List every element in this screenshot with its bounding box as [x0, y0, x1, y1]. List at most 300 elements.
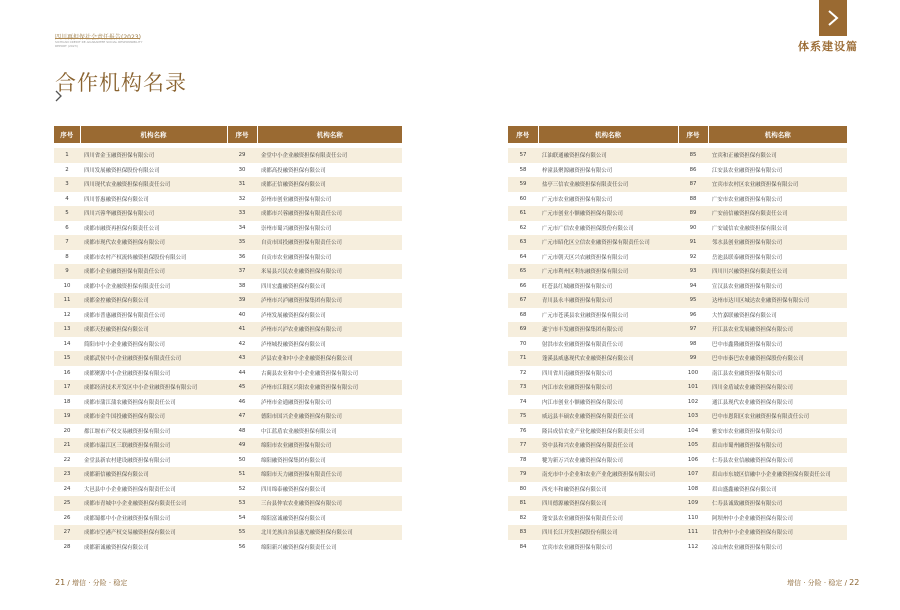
row-number: 60: [519, 195, 527, 202]
row-number: 57: [508, 148, 538, 163]
row-number: 101: [678, 380, 708, 395]
institution-name: 达州市达川区城达农业融资担保有限公司: [708, 293, 847, 308]
table-row: [508, 409, 847, 424]
column-header-name: 机构名称: [708, 126, 847, 143]
table-row: [508, 206, 847, 221]
row-number: 46: [238, 398, 246, 405]
institution-name: 绵阳市农业融资担保有限公司: [257, 438, 402, 453]
institution-name: 通江县现代农业融资担保有限公司: [712, 399, 793, 406]
institution-name: 仁寿县诚致融资担保有限公司: [708, 496, 847, 511]
row-number: 39: [227, 293, 257, 308]
institution-name: 金堂中小企业融资担保有限责任公司: [257, 148, 402, 163]
chevron-right-icon: [55, 90, 63, 102]
institution-name: 绵阳新兴融资担保有限责任公司: [261, 544, 337, 551]
row-number: 41: [227, 322, 257, 337]
table-row: [54, 192, 402, 207]
institution-name: 中江蓝盾农业融资担保有限公司: [261, 428, 337, 435]
row-number: 80: [519, 485, 527, 492]
table-row: [54, 395, 402, 410]
column-header-name: 机构名称: [257, 126, 402, 143]
institution-name: 四川宏鑫融资担保有限公司: [261, 283, 326, 290]
institution-name: 四川兴蓉华融资担保有限公司: [80, 206, 227, 221]
row-number: 103: [678, 409, 708, 424]
row-number: 25: [54, 496, 80, 511]
row-number: 28: [63, 543, 71, 550]
row-number: 96: [689, 311, 697, 318]
row-number: 77: [508, 438, 538, 453]
row-number: 9: [54, 264, 80, 279]
institution-name: 成都市兴蓉融资担保有限责任公司: [257, 206, 402, 221]
row-number: 43: [227, 351, 257, 366]
row-number: 48: [238, 427, 246, 434]
row-number: 11: [54, 293, 80, 308]
table-row: [508, 221, 847, 236]
institution-name: 成都金控融资担保有限公司: [80, 293, 227, 308]
row-number: 94: [689, 282, 697, 289]
table-row: [508, 540, 847, 555]
table-row: [54, 525, 402, 540]
institution-name: 仁寿县农业信融融资担保有限公司: [712, 457, 793, 464]
institution-name: 盐亭三信农业融资担保有限责任公司: [538, 177, 678, 192]
row-number: 102: [687, 398, 699, 405]
institution-name: 成都经济技术开发区中小企业融资担保有限公司: [80, 380, 227, 395]
row-number: 13: [54, 322, 80, 337]
institution-name: 成都市现代农业融资担保有限公司: [80, 235, 227, 250]
institution-name: 巴中市恩阳区农业融资担保有限责任公司: [708, 409, 847, 424]
institution-name: 广元市苍溪县农业融资担保有限公司: [542, 312, 629, 319]
table-row: [54, 163, 402, 178]
institution-name: 广元市广信农业融资担保股份有限公司: [542, 225, 634, 232]
institution-name: 崇州市蜀兴融资担保有限公司: [261, 225, 332, 232]
row-number: 100: [687, 369, 699, 376]
institution-name: 射洪市农业融资担保有限责任公司: [542, 341, 623, 348]
table-row: [54, 206, 402, 221]
institution-name: 成都正信融资担保有限公司: [257, 177, 402, 192]
row-number: 29: [227, 148, 257, 163]
institution-name: 巴中市秦巴农业融资担保股份有限公司: [708, 351, 847, 366]
institution-name: 隆昌成信农业产业化融资担保有限责任公司: [542, 428, 645, 435]
institution-name: 岳池县联泰融资担保有限公司: [712, 254, 783, 261]
institution-name: 眉山盛鑫融资担保有限公司: [712, 486, 777, 493]
row-number: 23: [54, 467, 80, 482]
institution-name: 成都市温江区三联融资担保有限公司: [80, 438, 227, 453]
row-number: 95: [678, 293, 708, 308]
institution-name: 泸州发展融资担保有限公司: [261, 312, 326, 319]
row-number: 83: [508, 525, 538, 540]
row-number: 59: [508, 177, 538, 192]
footer-right: 增信 · 分险 · 稳定 / 22: [787, 578, 860, 587]
row-number: 31: [227, 177, 257, 192]
institution-name: 泸州市江阳区兴阳农业融资担保有限公司: [257, 380, 402, 395]
institution-name: 四川川兴融资担保有限责任公司: [708, 264, 847, 279]
row-number: 53: [227, 496, 257, 511]
row-number: 3: [54, 177, 80, 192]
institution-name: 西充丰和融资担保有限公司: [542, 486, 607, 493]
table-row: [54, 424, 402, 439]
table-row: [54, 279, 402, 294]
institution-name: 米易县兴民农业融资担保有限公司: [257, 264, 402, 279]
table-row: [508, 177, 847, 192]
row-number: 47: [227, 409, 257, 424]
row-number: 61: [508, 206, 538, 221]
row-number: 70: [519, 340, 527, 347]
institution-name: 凉山州农业融资担保有限公司: [712, 544, 783, 551]
institution-name: 大邑县中小企业融资担保有限责任公司: [84, 486, 176, 493]
table-row: [54, 366, 402, 381]
row-number: 34: [238, 224, 246, 231]
institution-name: 泸州城投融资担保有限公司: [261, 341, 326, 348]
column-header-name: 机构名称: [80, 126, 227, 143]
table-row: [508, 322, 847, 337]
column-header-no: 序号: [227, 126, 257, 143]
header-divider: [55, 38, 140, 39]
row-number: 106: [687, 456, 699, 463]
row-number: 44: [238, 369, 246, 376]
institution-name: 雅安市农业融资担保有限公司: [712, 428, 783, 435]
institution-name: 泸县农业和中小企业融资担保有限公司: [257, 351, 402, 366]
institution-name: 成都市融资再担保有限责任公司: [84, 225, 160, 232]
row-number: 14: [63, 340, 71, 347]
table-row: [54, 482, 402, 497]
row-number: 91: [678, 235, 708, 250]
table-row: [508, 337, 847, 352]
row-number: 4: [65, 195, 69, 202]
institution-name: 绵阳融资担保集团有限公司: [261, 457, 326, 464]
row-number: 40: [238, 311, 246, 318]
institution-name: 绵阳市天力融资担保有限责任公司: [257, 467, 402, 482]
institution-name: 蓬溪县威惠现代农业融资担保有限公司: [538, 351, 678, 366]
table-row: [508, 163, 847, 178]
row-number: 19: [54, 409, 80, 424]
institution-name: 泸州市金通融资担保有限公司: [261, 399, 332, 406]
institution-name: 四川省川南融资担保有限公司: [542, 370, 613, 377]
row-number: 52: [238, 485, 246, 492]
row-number: 112: [687, 543, 699, 550]
institution-name: 四川绵泰融资担保有限公司: [261, 486, 326, 493]
report-subtitle: SICHUAN CREDIT RE-GUARANTEE SOCIAL RESPONSIBILITY REPORT (2023): [55, 40, 143, 48]
institution-table-right: [508, 126, 847, 554]
row-number: 84: [519, 543, 527, 550]
column-header-no: 序号: [54, 126, 80, 143]
institution-name: 广安诚信农业融资担保有限公司: [712, 225, 788, 232]
row-number: 104: [687, 427, 699, 434]
row-number: 93: [678, 264, 708, 279]
table-row: [54, 380, 402, 395]
table-row: [508, 250, 847, 265]
table-row: [508, 308, 847, 323]
row-number: 38: [238, 282, 246, 289]
institution-name: 梓潼县聚源融资担保有限公司: [542, 167, 613, 174]
row-number: 109: [678, 496, 708, 511]
row-number: 17: [54, 380, 80, 395]
institution-name: 成都新诚融资担保有限公司: [84, 544, 149, 551]
table-row: [54, 308, 402, 323]
table-row: [508, 366, 847, 381]
institution-name: 古蔺县农业和中小企业融资担保有限公司: [261, 370, 359, 377]
table-row: [508, 525, 847, 540]
institution-name: 四川德源融资担保有限公司: [538, 496, 678, 511]
institution-name: 成都市蒲江蒲农融资担保有限责任公司: [84, 399, 176, 406]
table-row: [54, 293, 402, 308]
row-number: 72: [519, 369, 527, 376]
institution-name: 四川金盾诚农业融资担保有限公司: [708, 380, 847, 395]
footer-slogan-left: 增信 · 分险 · 稳定: [72, 579, 128, 587]
row-number: 37: [227, 264, 257, 279]
institution-name: 成都天投融资担保有限公司: [80, 322, 227, 337]
table-row: [54, 148, 402, 163]
table-header-row: [508, 126, 847, 143]
institution-name: 广元市朝天区兴农融资担保有限公司: [542, 254, 629, 261]
row-number: 74: [519, 398, 527, 405]
institution-name: 简阳市中小企业融资担保有限公司: [84, 341, 165, 348]
table-row: [508, 496, 847, 511]
footer-left: 21 / 增信 · 分险 · 稳定: [55, 578, 128, 587]
row-number: 88: [689, 195, 697, 202]
institution-table-left: [54, 126, 402, 554]
row-number: 66: [519, 282, 527, 289]
institution-name: 宜宾市农村区农业融资担保有限公司: [708, 177, 847, 192]
table-row: [508, 380, 847, 395]
institution-name: 四川发展融资担保股份有限公司: [84, 167, 160, 174]
row-number: 2: [65, 166, 69, 173]
institution-name: 犍为新万兴农业融资担保有限公司: [542, 457, 623, 464]
row-number: 51: [227, 467, 257, 482]
institution-name: 绵阳富诚融资担保有限公司: [261, 515, 326, 522]
institution-name: 泸州市兴泸农业融资担保有限公司: [257, 322, 402, 337]
row-number: 32: [238, 195, 246, 202]
row-number: 76: [519, 427, 527, 434]
table-row: [54, 438, 402, 453]
institution-name: 四川省金玉融资担保有限公司: [80, 148, 227, 163]
row-number: 79: [508, 467, 538, 482]
institution-name: 北川羌族自治县惠羌融资担保有限公司: [257, 525, 402, 540]
institution-name: 金堂县新农村建设融资担保有限公司: [84, 457, 171, 464]
table-row: [54, 467, 402, 482]
row-number: 64: [519, 253, 527, 260]
institution-name: 德阳市国兴企业融资担保有限公司: [257, 409, 402, 424]
row-number: 73: [508, 380, 538, 395]
column-header-name: 机构名称: [538, 126, 678, 143]
row-number: 45: [227, 380, 257, 395]
row-number: 110: [687, 514, 699, 521]
institution-name: 广安市农业融资担保有限公司: [712, 196, 783, 203]
table-row: [508, 424, 847, 439]
institution-name: 旺苍县红城融资担保有限公司: [542, 283, 613, 290]
row-number: 92: [689, 253, 697, 260]
table-row: [508, 467, 847, 482]
table-row: [54, 409, 402, 424]
row-number: 35: [227, 235, 257, 250]
row-number: 1: [54, 148, 80, 163]
row-number: 58: [519, 166, 527, 173]
row-number: 90: [689, 224, 697, 231]
chevron-right-icon: [826, 10, 840, 26]
table-row: [54, 453, 402, 468]
row-number: 111: [678, 525, 708, 540]
row-number: 26: [63, 514, 71, 521]
institution-name: 彭州市创业融资担保有限公司: [261, 196, 332, 203]
table-row: [54, 221, 402, 236]
institution-name: 四川长江开发担保股份有限公司: [538, 525, 678, 540]
row-number: 8: [65, 253, 69, 260]
institution-name: 阿坝州中小企业融资担保有限公司: [712, 515, 793, 522]
row-number: 6: [65, 224, 69, 231]
institution-name: 成都中小企业融资担保有限责任公司: [84, 283, 171, 290]
table-row: [508, 351, 847, 366]
row-number: 108: [687, 485, 699, 492]
row-number: 30: [238, 166, 246, 173]
table-row: [54, 235, 402, 250]
row-number: 18: [63, 398, 71, 405]
institution-name: 成都市青城中小企业融资担保有限责任公司: [80, 496, 227, 511]
row-number: 16: [63, 369, 71, 376]
institution-name: 资中县和兴农业融资担保有限责任公司: [538, 438, 678, 453]
institution-name: 广元市农业融资担保有限公司: [542, 196, 613, 203]
institution-name: 成都市普惠融资担保有限责任公司: [84, 312, 165, 319]
institution-name: 宜宾和正融资担保有限公司: [708, 148, 847, 163]
report-title: 四川再担保社会责任报告(2023): [55, 34, 141, 41]
row-number: 36: [238, 253, 246, 260]
row-number: 97: [678, 322, 708, 337]
row-number: 87: [678, 177, 708, 192]
institution-name: 眉山市东坡区信融中小企业融资担保有限责任公司: [708, 467, 847, 482]
institution-name: 自贡市国投融资担保有限责任公司: [257, 235, 402, 250]
institution-name: 江油联通融资担保有限公司: [538, 148, 678, 163]
row-number: 49: [227, 438, 257, 453]
section-label: 体系建设篇: [798, 40, 858, 53]
institution-name: 内江市农业融资担保有限公司: [538, 380, 678, 395]
row-number: 27: [54, 525, 80, 540]
institution-name: 广元市创业小额融资担保有限公司: [538, 206, 678, 221]
row-number: 22: [63, 456, 71, 463]
row-number: 24: [63, 485, 71, 492]
institution-name: 成都高投融资担保有限公司: [261, 167, 326, 174]
row-number: 107: [678, 467, 708, 482]
institution-name: 泸州市兴泸融资担保集团有限公司: [257, 293, 402, 308]
table-row: [508, 453, 847, 468]
row-number: 7: [54, 235, 80, 250]
institution-name: 成都小企业融资担保有限责任公司: [80, 264, 227, 279]
institution-name: 成都聚源中小企业融资担保有限公司: [84, 370, 171, 377]
institution-name: 四川现代农业融资担保有限责任公司: [80, 177, 227, 192]
institution-name: 广元市利州区利东融资担保有限公司: [538, 264, 678, 279]
institution-name: 江安县农业融资担保有限公司: [712, 167, 783, 174]
row-number: 50: [238, 456, 246, 463]
institution-name: 大竹嘉联融资担保有限公司: [712, 312, 777, 319]
row-number: 56: [238, 543, 246, 550]
institution-name: 眉山市蜀州融资担保有限公司: [708, 438, 847, 453]
institution-name: 广元市昭化区立信农业融资担保有限责任公司: [538, 235, 678, 250]
table-header-row: [54, 126, 402, 143]
row-number: 20: [63, 427, 71, 434]
institution-name: 成都蜀都中小企业融资担保有限公司: [84, 515, 171, 522]
institution-name: 南江县农业融资担保有限公司: [712, 370, 783, 377]
row-number: 75: [508, 409, 538, 424]
row-number: 62: [519, 224, 527, 231]
column-header-no: 序号: [678, 126, 708, 143]
row-number: 99: [678, 351, 708, 366]
footer-slogan-right: 增信 · 分险 · 稳定: [787, 579, 843, 587]
row-number: 55: [227, 525, 257, 540]
institution-name: 自贡市农业融资担保有限公司: [261, 254, 332, 261]
row-number: 86: [689, 166, 697, 173]
institution-name: 广安前信融资担保有限责任公司: [708, 206, 847, 221]
institution-name: 邻水县创业融资担保有限公司: [708, 235, 847, 250]
next-section-tab[interactable]: [819, 0, 847, 36]
row-number: 98: [689, 340, 697, 347]
institution-name: 青川县永丰融资担保有限公司: [538, 293, 678, 308]
institution-name: 成都市空港产权交易融资担保有限公司: [80, 525, 227, 540]
row-number: 21: [54, 438, 80, 453]
row-number: 63: [508, 235, 538, 250]
column-header-no: 序号: [508, 126, 538, 143]
row-number: 71: [508, 351, 538, 366]
institution-name: 四川普惠融资担保有限公司: [84, 196, 149, 203]
table-row: [54, 540, 402, 555]
institution-name: 遂宁市丰发融资担保集团有限公司: [538, 322, 678, 337]
institution-name: 甘孜州中小企业融资担保有限公司: [708, 525, 847, 540]
institution-name: 三台县仲农农业融资担保有限公司: [257, 496, 402, 511]
table-row: [54, 250, 402, 265]
row-number: 78: [519, 456, 527, 463]
table-row: [54, 177, 402, 192]
page-number-right: 22: [849, 578, 860, 587]
table-row: [508, 279, 847, 294]
institution-name: 巴中市鑫隆融资担保有限公司: [712, 341, 783, 348]
table-row: [508, 148, 847, 163]
page-title: 合作机构名录: [55, 71, 187, 95]
row-number: 42: [238, 340, 246, 347]
table-row: [508, 293, 847, 308]
table-row: [508, 264, 847, 279]
row-number: 33: [227, 206, 257, 221]
institution-name: 内江市创业小额融资担保有限公司: [542, 399, 623, 406]
page-number-left: 21: [55, 578, 66, 587]
institution-name: 成都市金牛国投融资担保有限公司: [80, 409, 227, 424]
row-number: 10: [63, 282, 71, 289]
institution-name: 宣汉县农业融资担保有限公司: [712, 283, 783, 290]
row-number: 67: [508, 293, 538, 308]
table-row: [54, 337, 402, 352]
institution-name: 成都武侯中小企业融资担保有限责任公司: [80, 351, 227, 366]
table-row: [508, 482, 847, 497]
institution-name: 南充市中小企业和农业产业化融资担保有限公司: [538, 467, 678, 482]
institution-name: 威远县丰硕农业融资担保有限责任公司: [538, 409, 678, 424]
table-row: [54, 264, 402, 279]
institution-name: 蓬安县农业融资担保有限责任公司: [542, 515, 623, 522]
table-row: [508, 192, 847, 207]
institution-name: 成都新信融资担保有限公司: [80, 467, 227, 482]
institution-name: 成都市农村产权流转融资担保股份有限公司: [84, 254, 187, 261]
row-number: 15: [54, 351, 80, 366]
table-row: [54, 511, 402, 526]
row-number: 69: [508, 322, 538, 337]
table-row: [54, 351, 402, 366]
row-number: 85: [678, 148, 708, 163]
table-row: [54, 496, 402, 511]
institution-name: 宜宾市农业融资担保有限公司: [542, 544, 613, 551]
row-number: 12: [63, 311, 71, 318]
institution-name: 都江堰市产权交易融资担保有限公司: [84, 428, 171, 435]
row-number: 65: [508, 264, 538, 279]
table-row: [508, 438, 847, 453]
row-number: 105: [678, 438, 708, 453]
row-number: 68: [519, 311, 527, 318]
row-number: 89: [678, 206, 708, 221]
row-number: 5: [54, 206, 80, 221]
table-row: [54, 322, 402, 337]
row-number: 81: [508, 496, 538, 511]
